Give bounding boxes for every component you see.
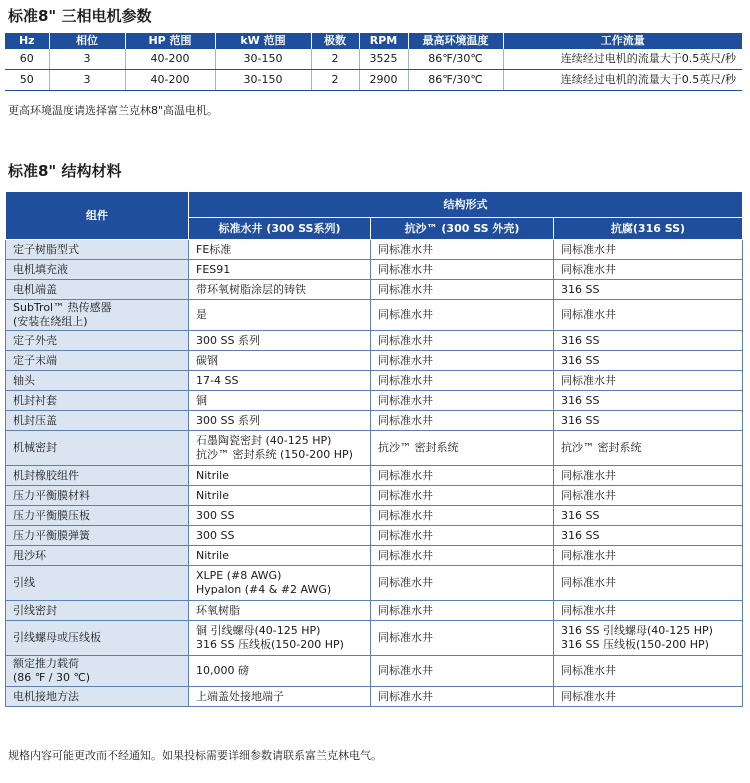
cell-line: Nitrile [196,488,229,502]
table-row [6,486,743,506]
cell-line: 同标准水井 [378,468,433,482]
material-cell [371,656,554,687]
motor-params-table [5,33,742,91]
component-name-cell [6,486,189,506]
material-cell [554,566,743,601]
cell-line: 同标准水井 [378,528,433,542]
cell-line: 引线密封 [13,603,57,617]
cell-line: 同标准水井 [561,576,616,589]
cell-line: 定子末端 [13,353,57,367]
table-cell: 60 [5,49,49,70]
cell-line: 引线 [13,576,35,589]
material-cell [189,566,371,601]
material-cell [189,656,371,687]
cell-line: 316 SS [561,282,600,296]
component-name-cell [6,351,189,371]
table-row [6,391,743,411]
cell-line: 抗沙™ 密封系统 [378,441,459,454]
component-name-cell [6,300,189,331]
material-cell [189,486,371,506]
disclaimer-note: 规格内容可能更改而不经通知。如果投标需要详细参数请联系富兰克林电气。 [8,749,382,762]
cell-line: 电机端盖 [13,282,57,296]
table-row [6,300,743,331]
table-row [6,566,743,601]
cell-line: 同标准水井 [561,242,616,256]
material-cell [371,371,554,391]
material-cell [371,300,554,331]
cell-line: FES91 [196,262,231,276]
cell-line: 17-4 SS [196,373,239,387]
material-cell [189,371,371,391]
material-cell [371,601,554,621]
table-row [6,546,743,566]
header-cell: 工作流量 [503,33,742,49]
cell-line: 同标准水井 [378,262,433,276]
component-name-cell [6,621,189,656]
header-cell: 相位 [49,33,125,49]
cell-line: 同标准水井 [561,468,616,482]
cell-line: 上端盖处接地端子 [196,689,284,703]
material-cell [371,526,554,546]
table-cell: 2900 [359,70,408,91]
cell-line: 同标准水井 [378,631,433,644]
cell-line: 同标准水井 [378,333,433,347]
cell-line: 316 SS [561,333,600,347]
cell-line: 同标准水井 [378,664,433,677]
material-cell [189,240,371,260]
cell-line: 同标准水井 [378,413,433,427]
material-cell [371,546,554,566]
table-row [6,331,743,351]
material-cell [554,621,743,656]
cell-line: 10,000 磅 [196,664,249,677]
cell-line: 定子外壳 [13,333,57,347]
table-cell: 40-200 [125,70,215,91]
material-cell [189,506,371,526]
component-name-cell [6,411,189,431]
cell-line: 是 [196,308,207,321]
table-cell: 2 [311,49,359,70]
cell-line: 铜 [196,393,207,407]
material-cell [554,687,743,707]
cell-line: 碳钢 [196,353,218,367]
corrosion-resistant-header: 抗腐(316 SS) [554,218,743,240]
material-cell [189,601,371,621]
component-name-cell [6,687,189,707]
cell-line: 同标准水井 [561,603,616,617]
material-cell [371,687,554,707]
header-cell: 最高环境温度 [408,33,503,49]
component-name-cell [6,260,189,280]
cell-line: FE标准 [196,242,232,256]
cell-line: 同标准水井 [561,308,616,321]
cell-line: 带环氧树脂涂层的铸铁 [196,282,306,296]
cell-line: 轴头 [13,373,35,387]
material-cell [189,351,371,371]
table-row [6,371,743,391]
table-row [6,351,743,371]
cell-line: 316 SS 引线螺母(40-125 HP) [561,624,713,637]
table-cell: 连续经过电机的流量大于0.5英尺/秒 [503,70,742,91]
table-row [6,601,743,621]
cell-line: 300 SS 系列 [196,333,260,347]
cell-line: XLPE (#8 AWG) [196,569,282,582]
cell-line: Hypalon (#4 & #2 AWG) [196,583,332,596]
section1-title: 标准8" 三相电机参数 [8,7,152,25]
material-cell [554,506,743,526]
material-cell [189,526,371,546]
table-row [6,506,743,526]
cell-line: (86 ℉ / 30 ℃) [13,671,91,684]
cell-line: 316 SS [561,508,600,522]
material-cell [189,391,371,411]
material-cell [554,260,743,280]
cell-line: 同标准水井 [561,373,616,387]
table-row [6,466,743,486]
cell-line: 抗沙™ 密封系统 [561,441,642,454]
component-name-cell [6,566,189,601]
cell-line: 同标准水井 [378,393,433,407]
component-name-cell [6,431,189,466]
table-cell: 3 [49,70,125,91]
table-row [6,240,743,260]
cell-line: SubTrol™ 热传感器 [13,301,112,314]
header-cell: RPM [359,33,408,49]
table-row [5,70,742,91]
table-row [6,621,743,656]
cell-line: 316 SS [561,413,600,427]
cell-line: 石墨陶瓷密封 (40-125 HP) [196,434,332,447]
material-cell [189,431,371,466]
material-cell [371,486,554,506]
material-cell [371,431,554,466]
cell-line: 同标准水井 [378,353,433,367]
table-cell: 2 [311,70,359,91]
material-cell [554,466,743,486]
cell-line: 同标准水井 [378,576,433,589]
cell-line: 机封衬套 [13,393,57,407]
material-cell [371,466,554,486]
material-cell [189,280,371,300]
sand-resistant-header: 抗沙™ (300 SS 外壳) [371,218,554,240]
material-cell [371,331,554,351]
material-cell [371,280,554,300]
material-cell [371,391,554,411]
material-cell [554,300,743,331]
component-name-cell [6,546,189,566]
material-cell [371,566,554,601]
cell-line: 机封压盖 [13,413,57,427]
cell-line: 甩沙环 [13,548,46,562]
material-cell [189,466,371,486]
cell-line: 电机填充液 [13,262,68,276]
material-cell [554,391,743,411]
table-cell: 50 [5,70,49,91]
cell-line: 同标准水井 [378,242,433,256]
cell-line: 同标准水井 [561,664,616,677]
table-cell: 连续经过电机的流量大于0.5英尺/秒 [503,49,742,70]
construction-type-header: 结构形式 [189,192,743,218]
table-row [6,526,743,546]
cell-line: 同标准水井 [561,548,616,562]
cell-line: 铜 引线螺母(40-125 HP) [196,624,321,637]
material-cell [371,351,554,371]
component-name-cell [6,466,189,486]
material-cell [554,351,743,371]
cell-line: 压力平衡膜压板 [13,508,90,522]
material-cell [371,506,554,526]
material-cell [371,240,554,260]
cell-line: 压力平衡膜弹簧 [13,528,90,542]
cell-line: 抗沙™ 密封系统 (150-200 HP) [196,448,353,461]
cell-line: 额定推力载荷 [13,657,79,670]
component-name-cell [6,391,189,411]
cell-line: 电机接地方法 [13,689,79,703]
cell-line: 同标准水井 [378,282,433,296]
cell-line: 316 SS 压线板(150-200 HP) [196,638,344,651]
cell-line: 同标准水井 [378,548,433,562]
material-cell [189,621,371,656]
component-header: 组件 [6,192,189,240]
cell-line: Nitrile [196,468,229,482]
header-cell: Hz [5,33,49,49]
component-name-cell [6,601,189,621]
cell-line: 同标准水井 [378,508,433,522]
cell-line: 引线螺母或压线板 [13,631,101,644]
cell-line: 同标准水井 [561,262,616,276]
table-row [6,280,743,300]
material-cell [554,601,743,621]
cell-line: 316 SS [561,528,600,542]
table-cell: 30-150 [215,70,311,91]
component-name-cell [6,371,189,391]
material-cell [554,546,743,566]
cell-line: 机封橡胶组件 [13,468,79,482]
component-name-cell [6,526,189,546]
cell-line: 316 SS [561,353,600,367]
cell-line: Nitrile [196,548,229,562]
material-cell [189,546,371,566]
table-cell: 3 [49,49,125,70]
table-row [5,49,742,70]
standard-well-header: 标准水井 (300 SS系列) [189,218,371,240]
header-cell: 极数 [311,33,359,49]
material-cell [554,240,743,260]
cell-line: 同标准水井 [561,488,616,502]
material-cell [554,411,743,431]
cell-line: 300 SS [196,508,235,522]
material-cell [371,621,554,656]
component-name-cell [6,656,189,687]
cell-line: 同标准水井 [561,689,616,703]
cell-line: 300 SS 系列 [196,413,260,427]
cell-line: 同标准水井 [378,488,433,502]
material-cell [189,300,371,331]
material-cell [371,411,554,431]
material-cell [189,411,371,431]
table-cell: 86℉/30℃ [408,49,503,70]
cell-line: 同标准水井 [378,308,433,321]
component-name-cell [6,506,189,526]
table-row [6,260,743,280]
table-cell: 3525 [359,49,408,70]
component-name-cell [6,280,189,300]
component-name-cell [6,240,189,260]
material-cell [189,687,371,707]
material-cell [371,260,554,280]
table-row [6,411,743,431]
table-row [6,656,743,687]
material-cell [554,431,743,466]
header-cell: HP 范围 [125,33,215,49]
material-cell [554,331,743,351]
cell-line: 压力平衡膜材料 [13,488,90,502]
motor-params-header-row [5,33,742,49]
material-cell [554,486,743,506]
table-cell: 40-200 [125,49,215,70]
cell-line: 同标准水井 [378,373,433,387]
cell-line: 316 SS [561,393,600,407]
cell-line: 316 SS 压线板(150-200 HP) [561,638,709,651]
table-cell: 30-150 [215,49,311,70]
cell-line: 同标准水井 [378,603,433,617]
cell-line: 环氧树脂 [196,603,240,617]
high-temp-note: 更高环境温度请选择富兰克林8"高温电机。 [8,104,219,117]
cell-line: 300 SS [196,528,235,542]
cell-line: 定子树脂型式 [13,242,79,256]
material-cell [189,260,371,280]
table-row [6,687,743,707]
section2-title: 标准8" 结构材料 [8,162,122,180]
header-cell: kW 范围 [215,33,311,49]
material-cell [554,371,743,391]
table-cell: 86℉/30℃ [408,70,503,91]
cell-line: 机械密封 [13,441,57,454]
material-cell [554,526,743,546]
cell-line: (安装在绕组上) [13,315,88,328]
materials-table [5,191,743,707]
material-cell [554,280,743,300]
material-cell [554,656,743,687]
table-row [6,431,743,466]
cell-line: 同标准水井 [378,689,433,703]
component-name-cell [6,331,189,351]
material-cell [189,331,371,351]
